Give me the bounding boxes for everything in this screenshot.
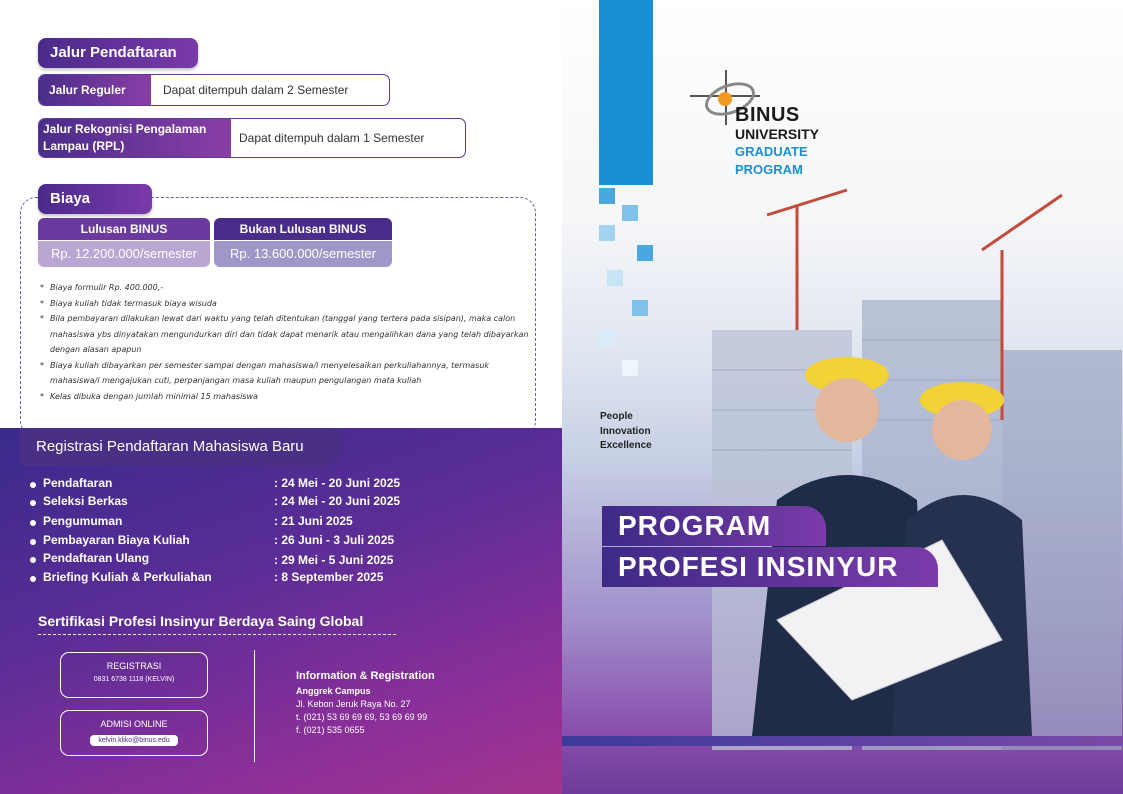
logo-text: BINUS: [735, 104, 800, 126]
schedule-item: Briefing Kuliah & Perkuliahan : 8 September 2025: [30, 570, 430, 588]
tagline: People Innovation Excellence: [600, 411, 652, 451]
pixel-decoration: [607, 270, 623, 286]
binus-logo: [690, 70, 850, 190]
logo-text: PROGRAM: [735, 162, 803, 177]
fee-value-non-binus: Rp. 13.600.000/semester: [214, 241, 392, 267]
divider: [38, 634, 396, 635]
note: * Biaya formulir Rp. 400.000,-: [40, 280, 530, 296]
pixel-decoration: [632, 300, 648, 316]
certification-heading: Sertifikasi Profesi Insinyur Berdaya Saing Global: [38, 613, 364, 629]
route-desc: Dapat ditempuh dalam 2 Semester: [163, 83, 349, 97]
accent-bar: [599, 0, 653, 185]
note: * Kelas dibuka dengan jumlah minimal 15 mahasiswa: [40, 389, 530, 405]
route-name: Jalur Reguler: [39, 75, 151, 105]
fee-label-binus: Lulusan BINUS: [38, 218, 210, 240]
bullet-icon: [30, 500, 36, 506]
schedule-item: Pendaftaran : 24 Mei - 20 Juni 2025: [30, 476, 430, 494]
contact-registration-box: [60, 652, 208, 698]
pixel-decoration: [599, 188, 615, 204]
fees-title: Biaya: [38, 184, 152, 214]
pixel-decoration: [599, 225, 615, 241]
schedule-item: Pembayaran Biaya Kuliah : 26 Juni - 3 Juli 2025: [30, 533, 430, 551]
contact-title: ADMISI ONLINE: [100, 719, 168, 729]
program-title-line1: PROGRAM: [602, 506, 826, 546]
bullet-icon: [30, 576, 36, 582]
info-address: Jl. Kebon Jeruk Raya No. 27: [296, 699, 411, 709]
info-block: [296, 670, 435, 735]
schedule-item: Pengumuman : 21 Juni 2025: [30, 514, 430, 532]
route-name: Jalur Rekognisi Pengalaman Lampau (RPL): [39, 119, 231, 157]
note: * Biaya kuliah tidak termasuk biaya wisuda: [40, 296, 530, 312]
fee-value-binus: Rp. 12.200.000/semester: [38, 241, 210, 267]
bullet-icon: [30, 520, 36, 526]
contact-title: REGISTRASI: [106, 661, 162, 671]
info-campus: Anggrek Campus: [296, 686, 371, 696]
schedule-item: Seleksi Berkas : 24 Mei - 20 Juni 2025: [30, 494, 430, 512]
fee-notes: [40, 280, 530, 404]
contact-admission-box: [60, 710, 208, 756]
pixel-decoration: [622, 205, 638, 221]
fee-label-non-binus: Bukan Lulusan BINUS: [214, 218, 392, 240]
route-rpl: [38, 118, 466, 158]
pixel-decoration: [599, 330, 615, 346]
pixel-decoration: [637, 245, 653, 261]
bullet-icon: [30, 539, 36, 545]
program-title-line2: PROFESI INSINYUR: [602, 547, 938, 587]
brochure-cover: [562, 0, 1123, 794]
route-desc: Dapat ditempuh dalam 1 Semester: [239, 131, 425, 145]
note: * Bila pembayaran dilakukan lewat dari waktu yang telah ditentukan (tanggal yang tertera pada sisipan), maka calon mahasiswa ybs dinyatakan mengundurkan diri dan tidak dapat menarik atau mengalihkan dana yang telah dibayarkan dengan alasan apapun: [40, 311, 530, 358]
schedule-item: Pendaftaran Ulang : 29 Mei - 5 Juni 2025: [30, 551, 430, 569]
info-fax: f. (021) 535 0655: [296, 725, 365, 735]
contact-phone[interactable]: 0831 6738 1118 (KELVIN): [93, 676, 175, 683]
pixel-decoration: [622, 360, 638, 376]
bullet-icon: [30, 557, 36, 563]
info-phone: t. (021) 53 69 69 69, 53 69 69 99: [296, 712, 428, 722]
route-regular: [38, 74, 390, 106]
routes-title: Jalur Pendaftaran: [38, 38, 198, 68]
contact-email[interactable]: kelvin.kliko@binus.edu: [90, 735, 177, 746]
footer-band: [562, 736, 1123, 746]
note: * Biaya kuliah dibayarkan per semester sampai dengan mahasiswa/i menyelesaikan perkuliahannya, termasuk mahasiswa/i mengajukan cuti, perpanjangan masa kuliah maupun pengulangan mata kuliah: [40, 358, 530, 389]
logo-text: UNIVERSITY: [735, 126, 820, 142]
logo-text: GRADUATE: [735, 144, 808, 159]
info-title: Information & Registration: [296, 670, 435, 682]
registration-title: Registrasi Pendaftaran Mahasiswa Baru: [20, 428, 342, 466]
bullet-icon: [30, 482, 36, 488]
registration-section: [0, 428, 562, 794]
divider: [254, 650, 255, 762]
logo-core-icon: [718, 92, 732, 106]
